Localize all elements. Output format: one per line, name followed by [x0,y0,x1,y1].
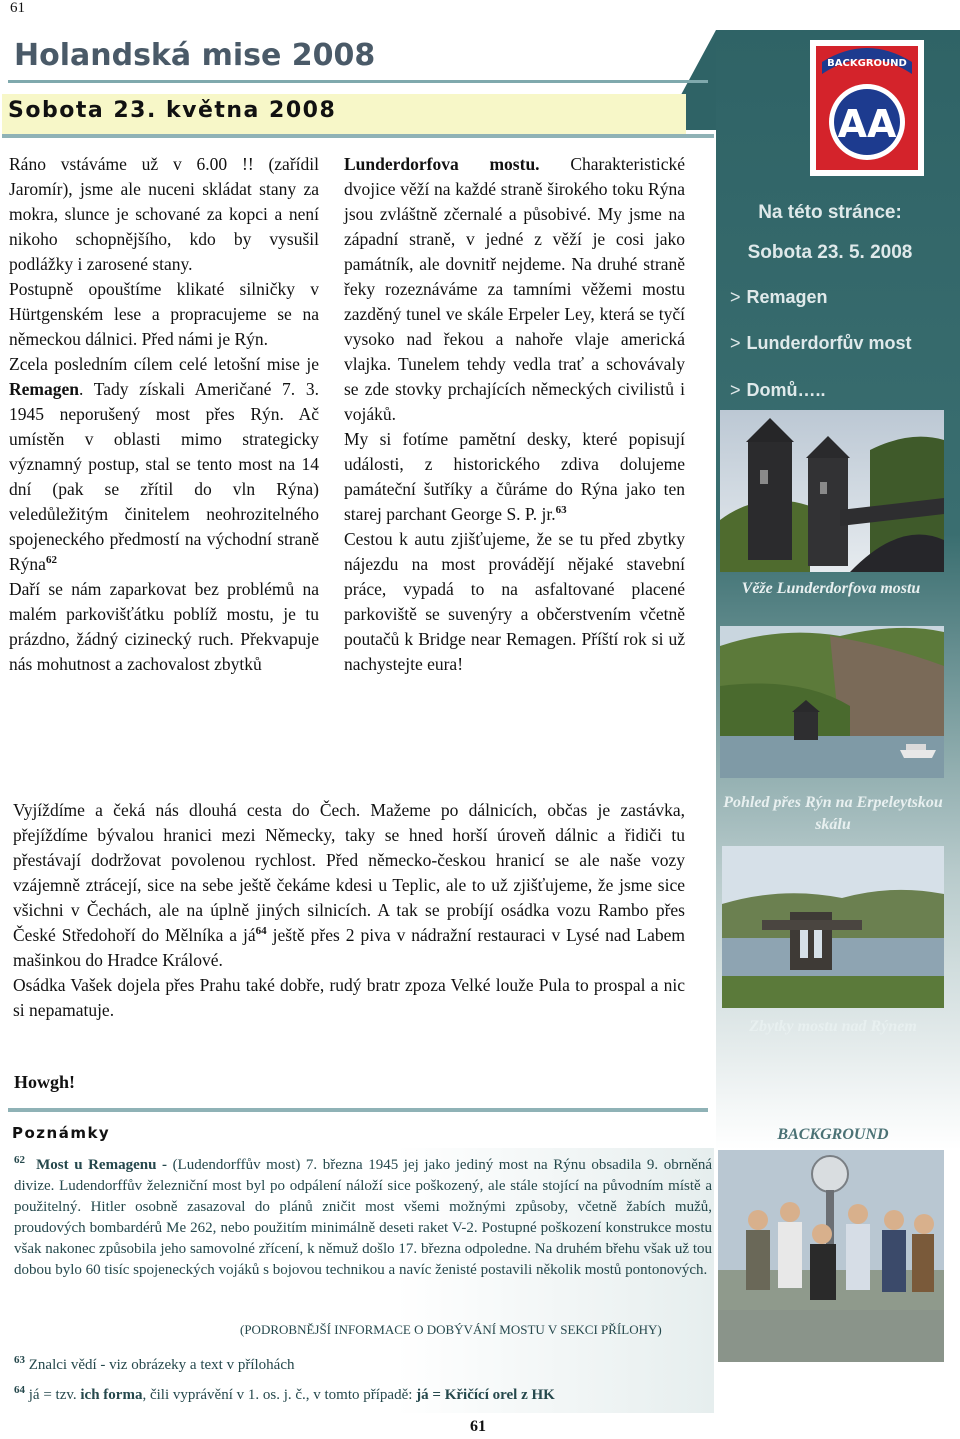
sidebar-heading: Na této stránce: [758,202,902,223]
sidebar-date: Sobota 23. 5. 2008 [747,242,913,263]
footnote-64-bold-1: ich forma [80,1387,143,1403]
photo-bridge-towers[interactable] [720,410,944,572]
photo-text: My si fotíme pamětní desky, které popisují události, z historického zdiva dolujeme památeční šutříky a čůráme do Rýna jako ten starej parchant George S. P. jr. [344,429,685,524]
wide-paragraph-2: Osádka Vašek dojela přes Prahu také dobře, rudý bratr zpoza Velké louže Pula to prospal a nic si nepamatuje. [13,975,685,1020]
footnote-64-number: 64 [14,1384,25,1396]
right-column [344,152,685,677]
title-divider [8,80,708,83]
footnote-62-text: (Ludendorffův most) 7. března 1945 jej jako jediný most na Rýnu obsadila 9. obrněná divize. Ludendorffův železniční most byl po odpálení náloží sice poškozený, ale stále stojící na původním místě a použitelný. Hitler osobně zasazoval do plánů zničit most všemi možnými způsoby, včetně žabích mužů, proudových bombardérů Me 262, nebo použitím minimálně deseti raket V-2. Postupné poškození konstrukce mostu však nakonec způsobila jeho samovolné zřícení, k němuž došlo 17. března odpoledne. Na druhém břehu však už tou dobou bylo 60 tisíc spojeneckých vojáků s bojovou technikou a navíc ženisté postavili několik mostů pontonových. [14,1157,713,1278]
caption-rhine-view: Pohled přes Rýn na Erpeleytskou skálu [723,794,943,833]
nav-arrow-icon: > [730,380,741,400]
footnote-63-number: 63 [14,1354,25,1366]
remagen-bold: Remagen [9,379,79,399]
sidebar-nav-label: Domů….. [746,380,826,400]
remagen-intro: Zcela posledním cílem celé letošní mise je [9,354,319,374]
page-title: Holandská mise 2008 [14,38,376,73]
date-heading: Sobota 23. května 2008 [8,98,337,123]
division-patch-icon [810,40,924,176]
left-paragraph-1: Ráno vstáváme už v 6.00 !! (zařídil Jaromír), jsme ale nuceni skládat stany za mokra, slunce je schované za kopci a není nikoho schopnějšího, kdo by vysušil podlážky i zarosené stany. [9,154,319,274]
journey-text-a: Vyjíždíme a čeká nás dlouhá cesta do Čech. Mažeme po dálnicích, občas je zastávka, přejíždíme bývalou hranici mezi Německy, taky se hned horší úroveň dálnic a řidiči tu přestávají dodržovat povolenou rychlost. Před německo-českou hranicí se ale naše vozy vzájemně ztrácejí, sice na sebe ještě čekáme kdesi u Teplic, ale to už zjišťujeme, že jsme sice všichni v Čechách, ale na úplně jiných silnicích. A tak se probíjí osádka vozu Rambo přes České Středohoří do Mělníka a já [13,800,685,945]
sidebar-nav-home[interactable] [730,380,826,401]
notes-divider [8,1108,708,1112]
sidebar-nav-label: Lunderdorfův most [746,333,912,353]
caption-bridge-remains: Zbytky mostu nad Rýnem [749,1018,917,1035]
sidebar-nav-remagen[interactable] [730,287,828,308]
right-paragraph-2 [344,427,685,527]
footnote-62-info-link[interactable]: (PODROBNĚJŠÍ INFORMACE O DOBÝVÁNÍ MOSTU V SEKCI PŘÍLOHY) [240,1322,662,1337]
footnote-62-number: 62 [14,1154,25,1166]
footnote-63 [14,1355,294,1376]
date-divider [2,134,714,138]
page-number-top: 61 [10,0,25,16]
left-paragraph-4: Daří se nám zaparkovat bez problémů na malém parkovišťátku poblíž mostu, je tu prázdno, žádný cizinecký ruch. Překvapuje nás mohutnost a zachovalost zbytků [9,579,319,674]
right-paragraph-1 [344,152,685,427]
footnote-ref-64[interactable]: 64 [255,925,267,938]
left-column [9,152,319,677]
nav-arrow-icon: > [730,287,741,307]
photo-bridge-remains[interactable] [722,846,944,1008]
background-logo[interactable] [810,40,924,176]
caption-background: BACKGROUND [777,1126,889,1143]
journey-text-b: ještě přes 2 piva v nádražní restauraci v Lysé nad Labem mašinkou do Hradce Králové. [13,925,685,970]
wide-text [13,798,685,1023]
right-paragraph-3: Cestou k autu zjišťujeme, že se tu před zbytky nájezdu na most provádějí nějaké stavební práce, vypadá to na asfaltované placené parkoviště se suvenýry a občerstvením včetně poutačů k Bridge near Remagen. Příští rok si už nachystejte eura! [344,529,685,674]
nav-arrow-icon: > [730,333,741,353]
bridge-name: Lunderdorfova mostu. [344,154,540,174]
wide-paragraph-1 [13,798,685,973]
photo-group[interactable] [718,1150,944,1362]
footnote-ref-63[interactable]: 63 [555,504,567,517]
footnote-64-a: já = tzv. [28,1387,81,1403]
notes-title: Poznámky [12,1124,111,1142]
footnote-ref-62[interactable]: 62 [45,554,57,567]
left-paragraph-2: Postupně opouštíme klikaté silničky v Hürtgenském lese a propracujeme se na německou dálnici. Před námi je Rýn. [9,279,319,349]
remagen-text: . Tady získali Američané 7. 3. 1945 neporušený most přes Rýn. Ač umístěn v oblasti mimo strategicky významný postup, stal se tento most na 14 dní (pak se zřítil do vln Rýna) veledůležitým činitelem neohrozitelného spojeneckého předmostí na východní straně Rýna [9,379,319,574]
logo-mark: AA [837,102,897,146]
bridge-text: Charakteristické dvojice věží na každé straně širokého toku Rýna jsou zvláštně zčernalé a působivé. My jsme na západní straně, v jedné z věží je cosi jako památník, ale dovnitř nejdeme. Na druhé straně řeky rozeznáváme za tamními věžemi mostu zazděný tunel ve skále Erpeler Ley, která se tyčí vysoko nad řekou a nahoře vlaje americká vlajka. Tunelem tehdy vedla trať a schovávaly se zde stovky prchajících německých civilistů i vojáků. [344,154,685,424]
footnote-62-lead: Most u Remagenu - [36,1157,167,1173]
footnote-64-b: , čili vyprávění v 1. os. j. č., v tomto případě: [142,1387,417,1403]
footnote-64 [14,1385,555,1406]
footnote-64-bold-2: já = Křičící orel z HK [416,1387,555,1403]
sidebar-nav-label: Remagen [746,287,828,307]
photo-rhine-view[interactable] [720,626,944,778]
sidebar-nav-bridge[interactable] [730,333,912,354]
left-paragraph-3 [9,352,319,577]
footnote-63-text: Znalci vědí - viz obrázeky a text v přílohách [28,1357,295,1373]
howgh-signoff: Howgh! [14,1072,76,1092]
caption-towers: Věže Lunderdorfova mostu [741,580,921,597]
logo-text: BACKGROUND [827,58,907,69]
page-number-bottom: 61 [470,1418,486,1435]
footnote-62 [14,1155,712,1281]
